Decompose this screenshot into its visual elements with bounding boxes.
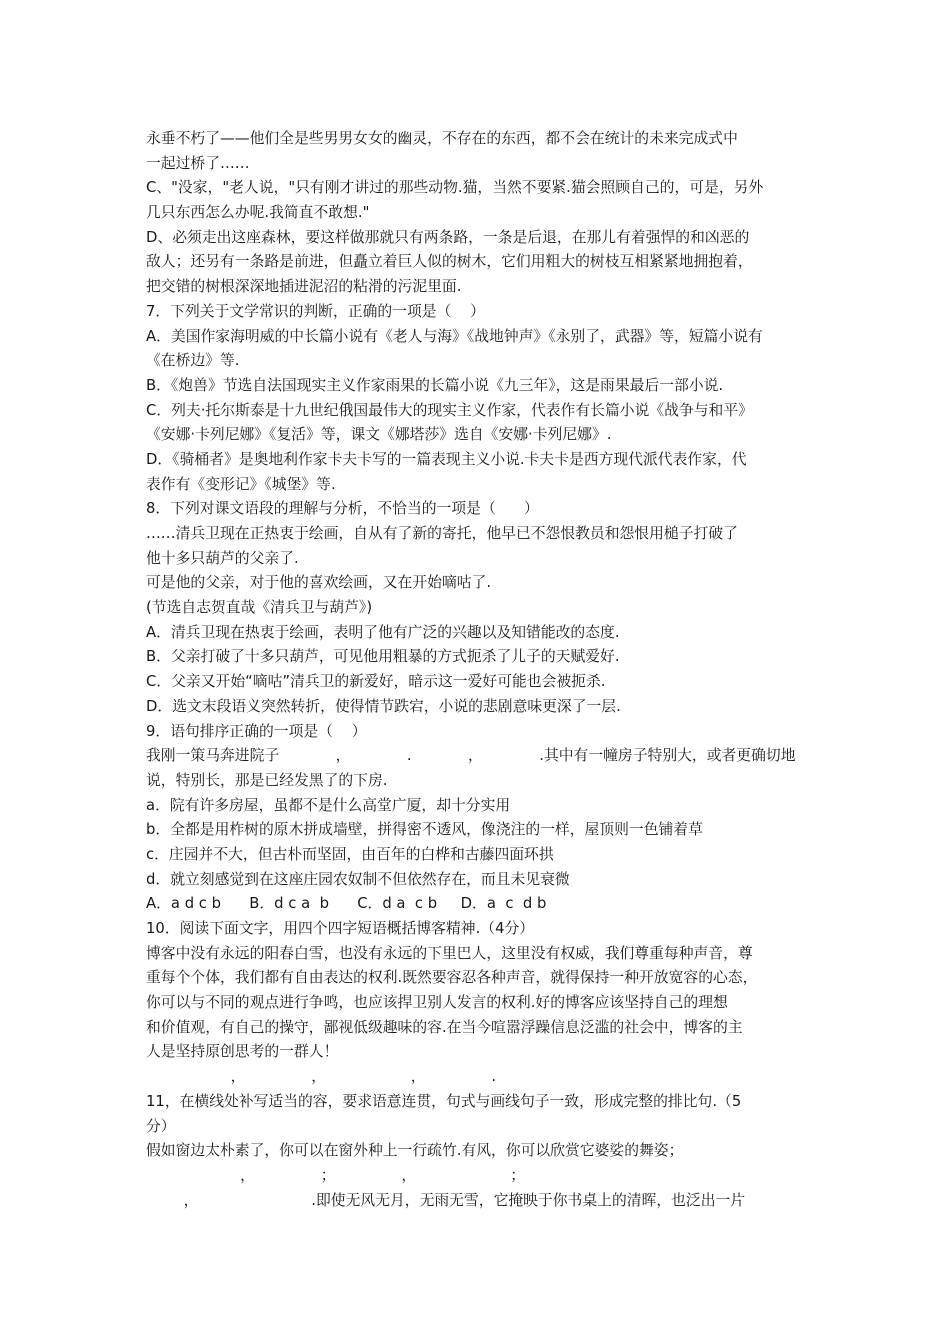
question-8-option-d: D．选文末段语义突然转折，使得情节跌宕，小说的悲剧意味更深了一层.	[146, 697, 621, 715]
question-7-option-b: B．《炮兽》节选自法国现实主义作家雨果的长篇小说《九三年》，这是雨果最后一部小说.	[146, 376, 724, 394]
text-line: 表作有《变形记》《城堡》等.	[146, 475, 336, 493]
text-line: 分）	[146, 1117, 176, 1135]
question-7-option-a: A．美国作家海明威的中长篇小说有《老人与海》《战地钟声》《永别了，武器》等，短篇小说有	[146, 327, 763, 345]
text-line: 可是他的父亲，对于他的喜欢绘画，又在开始嘀咕了.	[146, 574, 492, 592]
answer-blank-line: ， ， ， .	[146, 1068, 497, 1086]
text-line: 一起过桥了……	[146, 154, 250, 172]
text-line: 《在桥边》等.	[146, 352, 240, 370]
text-line: 我刚一策马奔进院子 ， . ， .其中有一幢房子特别大，或者更确切地	[146, 747, 796, 765]
question-7-stem: 7．下列关于文学常识的判断，正确的一项是（ ）	[146, 302, 485, 320]
question-9-stem: 9．语句排序正确的一项是（ ）	[146, 722, 367, 740]
answer-blank-line: ， .即使无风无月，无雨无雪，它掩映于你书桌上的清晖，也泛出一片	[146, 1191, 746, 1209]
text-line: 把交错的树根深深地插进泥沼的粘滑的污泥里面.	[146, 278, 462, 296]
text-line: 和价值观，有自己的操守，鄙视低级趣味的容.在当今喧嚣浮躁信息泛滥的社会中，博客的主	[146, 1018, 743, 1036]
question-8-option-c: C．父亲又开始“嘀咕”清兵卫的新爱好，暗示这一爱好可能也会被扼杀.	[146, 673, 606, 691]
text-line: 《安娜·卡列尼娜》《复活》等，课文《娜塔莎》选自《安娜·卡列尼娜》.	[146, 426, 612, 444]
question-8-option-a: A．清兵卫现在热衷于绘画，表明了他有广泛的兴趣以及知错能改的态度.	[146, 623, 620, 641]
text-line: 敌人；还另有一条路是前进，但矗立着巨人似的树木，它们用粗大的树枝互相紧紧地拥抱着，	[146, 253, 753, 271]
question-9-options: A．a d c b B．d c a b C．d a c b D．a c d b	[146, 895, 547, 913]
question-10-stem: 10．阅读下面文字，用四个四字短语概括博客精神.（4分）	[146, 920, 535, 937]
text-line: 博客中没有永远的阳春白雪，也没有永远的下里巴人，这里没有权威，我们尊重每种声音，尊	[146, 944, 753, 962]
text-line: ……清兵卫现在正热衷于绘画，自从有了新的寄托，他早已不怨恨教员和怨恨用槌子打破了	[146, 525, 738, 542]
text-line: C、"没家，"老人说，"只有刚才讲过的那些动物.猫，当然不要紧.猫会照顾自己的，可是，另外	[146, 179, 764, 197]
text-line: 假如窗边太朴素了，你可以在窗外种上一行疏竹.有风，你可以欣赏它婆娑的舞姿；	[146, 1142, 684, 1160]
question-8-option-b: B．父亲打破了十多只葫芦，可见他用粗暴的方式扼杀了儿子的天赋爱好.	[146, 648, 620, 666]
text-line: (节选自志贺直哉《清兵卫与葫芦》)	[146, 599, 373, 617]
text-line: 永垂不朽了——他们全是些男男女女的幽灵，不存在的东西，都不会在统计的未来完成式中	[146, 130, 738, 147]
text-line: 说，特别长，那是已经发黑了的下房.	[146, 771, 388, 789]
answer-blank-line: ， ； ， ；	[146, 1166, 526, 1184]
question-9-sentence-a: a．院有许多房屋，虽都不是什么高堂广厦，却十分实用	[146, 796, 511, 814]
text-line: 几只东西怎么办呢.我简直不敢想."	[146, 204, 370, 222]
text-line: 重每个个体，我们都有自由表达的权利.既然要容忍各种声音，就得保持一种开放宽容的心态，	[146, 969, 758, 987]
text-line: 人是坚持原创思考的一群人！	[146, 1043, 339, 1061]
question-7-option-d: D．《骑桶者》是奥地利作家卡夫卡写的一篇表现主义小说.卡夫卡是西方现代派代表作家，代	[146, 450, 747, 468]
text-line: D、必须走出这座森林，要这样做那就只有两条路，一条是后退，在那儿有着强悍的和凶恶的	[146, 228, 750, 246]
question-9-sentence-c: c．庄园并不大，但古朴而坚固，由百年的白桦和古藤四面环拱	[146, 845, 554, 863]
document-text-block	[146, 127, 818, 1213]
text-line: 他十多只葫芦的父亲了.	[146, 549, 299, 567]
question-11-stem: 11，在横线处补写适当的容，要求语意连贯，句式与画线句子一致，形成完整的排比句.（5	[146, 1092, 742, 1110]
question-9-sentence-d: d．就立刻感觉到在这座庄园农奴制不但依然存在，而且未见衰微	[146, 870, 570, 888]
question-8-stem: 8．下列对课文语段的理解与分析，不恰当的一项是（ ）	[146, 500, 539, 518]
text-line: 你可以与不同的观点进行争鸣，也应该捍卫别人发言的权利.好的博客应该坚持自己的理想	[146, 994, 728, 1012]
question-9-sentence-b: b．全都是用柞树的原木拼成墙壁，拼得密不透风，像浇注的一样，屋顶则一色铺着草	[146, 821, 703, 839]
question-7-option-c: C．列夫·托尔斯泰是十九世纪俄国最伟大的现实主义作家，代表作有长篇小说《战争与和平》	[146, 401, 753, 419]
